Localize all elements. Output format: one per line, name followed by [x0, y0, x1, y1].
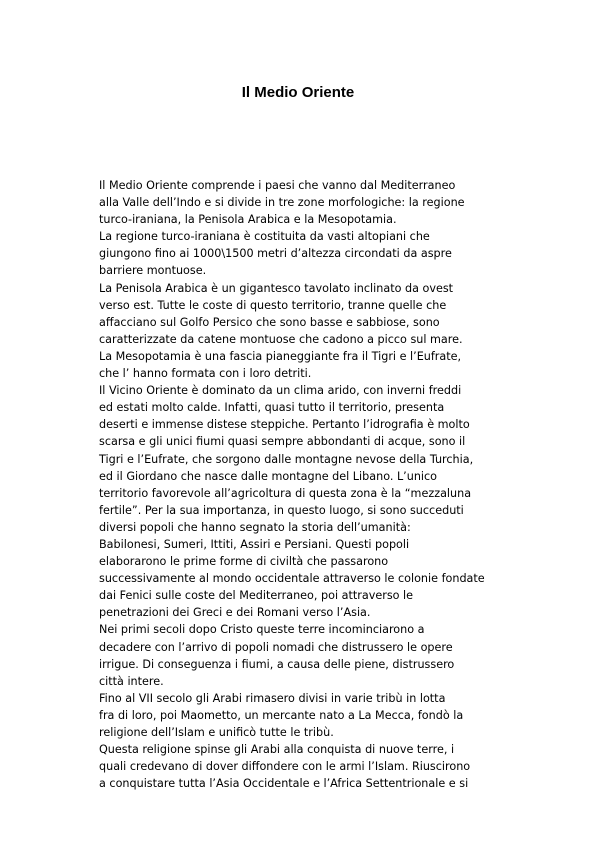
text-line: elaborarono le prime forme di civiltà che passarono: [99, 555, 389, 569]
text-line: successivamente al mondo occidentale attraverso le colonie fondate: [99, 572, 485, 586]
text-line: Babilonesi, Sumeri, Ittiti, Assiri e Persiani. Questi popoli: [99, 537, 410, 551]
text-line: fertile”. Per la sua importanza, in questo luogo, si sono succeduti: [99, 503, 464, 517]
text-line: Nei primi secoli dopo Cristo queste terre incominciarono a: [99, 623, 425, 637]
text-line: deserti e immense distese steppiche. Pertanto l’idrografia è molto: [99, 418, 470, 432]
text-line: alla Valle dell’Indo e si divide in tre zone morfologiche: la regione: [99, 196, 465, 210]
text-line: Tigri e l’Eufrate, che sorgono dalle montagne nevose della Turchia,: [99, 452, 474, 466]
text-line: scarsa e gli unici fiumi quasi sempre abbondanti di acque, sono il: [99, 435, 466, 449]
text-line: quali credevano di dover diffondere con le armi l’Islam. Riuscirono: [99, 760, 471, 774]
text-line: fra di loro, poi Maometto, un mercante nato a La Mecca, fondò la: [99, 708, 464, 722]
page-title: Il Medio Oriente: [241, 84, 355, 101]
text-line: ed il Giordano che nasce dalle montagne del Libano. L’unico: [99, 469, 438, 483]
text-line: affacciano sul Golfo Persico che sono basse e sabbiose, sono: [99, 315, 440, 329]
text-line: giungono fino ai 1000\1500 metri d’altezza circondati da aspre: [99, 247, 452, 261]
text-line: Fino al VII secolo gli Arabi rimasero divisi in varie tribù in lotta: [99, 691, 446, 705]
text-line: irrigue. Di conseguenza i fiumi, a causa delle piene, distrussero: [99, 657, 455, 671]
text-line: religione dell’Islam e unificò tutte le tribù.: [99, 726, 334, 739]
text-line: che l’ hanno formata con i loro detriti.: [99, 367, 312, 381]
text-line: caratterizzate da catene montuose che cadono a picco sul mare.: [99, 332, 463, 346]
text-line: turco-iraniana, la Penisola Arabica e la Mesopotamia.: [99, 213, 397, 227]
text-line: barriere montuose.: [99, 264, 207, 278]
text-line: Il Medio Oriente comprende i paesi che vanno dal Mediterraneo: [99, 179, 456, 192]
text-line: Il Vicino Oriente è dominato da un clima arido, con inverni freddi: [99, 384, 462, 398]
text-line: La regione turco-iraniana è costituita da vasti altopiani che: [99, 230, 430, 244]
text-line: penetrazioni dei Greci e dei Romani verso l’Asia.: [99, 606, 371, 620]
text-line: a conquistare tutta l’Asia Occidentale e l’Africa Settentrionale e si: [99, 777, 469, 791]
text-line: decadere con l’arrivo di popoli nomadi che distrussero le opere: [99, 640, 453, 654]
text-line: ed estati molto calde. Infatti, quasi tutto il territorio, presenta: [99, 401, 445, 415]
text-line: diversi popoli che hanno segnato la storia dell’umanità:: [99, 520, 411, 534]
text-line: La Mesopotamia è una fascia pianeggiante fra il Tigri e l’Eufrate,: [99, 349, 462, 363]
text-line: città intere.: [99, 674, 164, 688]
text-line: dai Fenici sulle coste del Mediterraneo, poi attraverso le: [99, 589, 414, 603]
text-line: verso est. Tutte le coste di questo territorio, tranne quelle che: [99, 298, 447, 312]
text-line: La Penisola Arabica è un gigantesco tavolato inclinato da ovest: [99, 281, 454, 295]
document-body: [99, 177, 509, 792]
text-line: territorio favorevole all’agricoltura di questa zona è la “mezzaluna: [99, 486, 472, 500]
text-line: Questa religione spinse gli Arabi alla conquista di nuove terre, i: [99, 743, 455, 757]
